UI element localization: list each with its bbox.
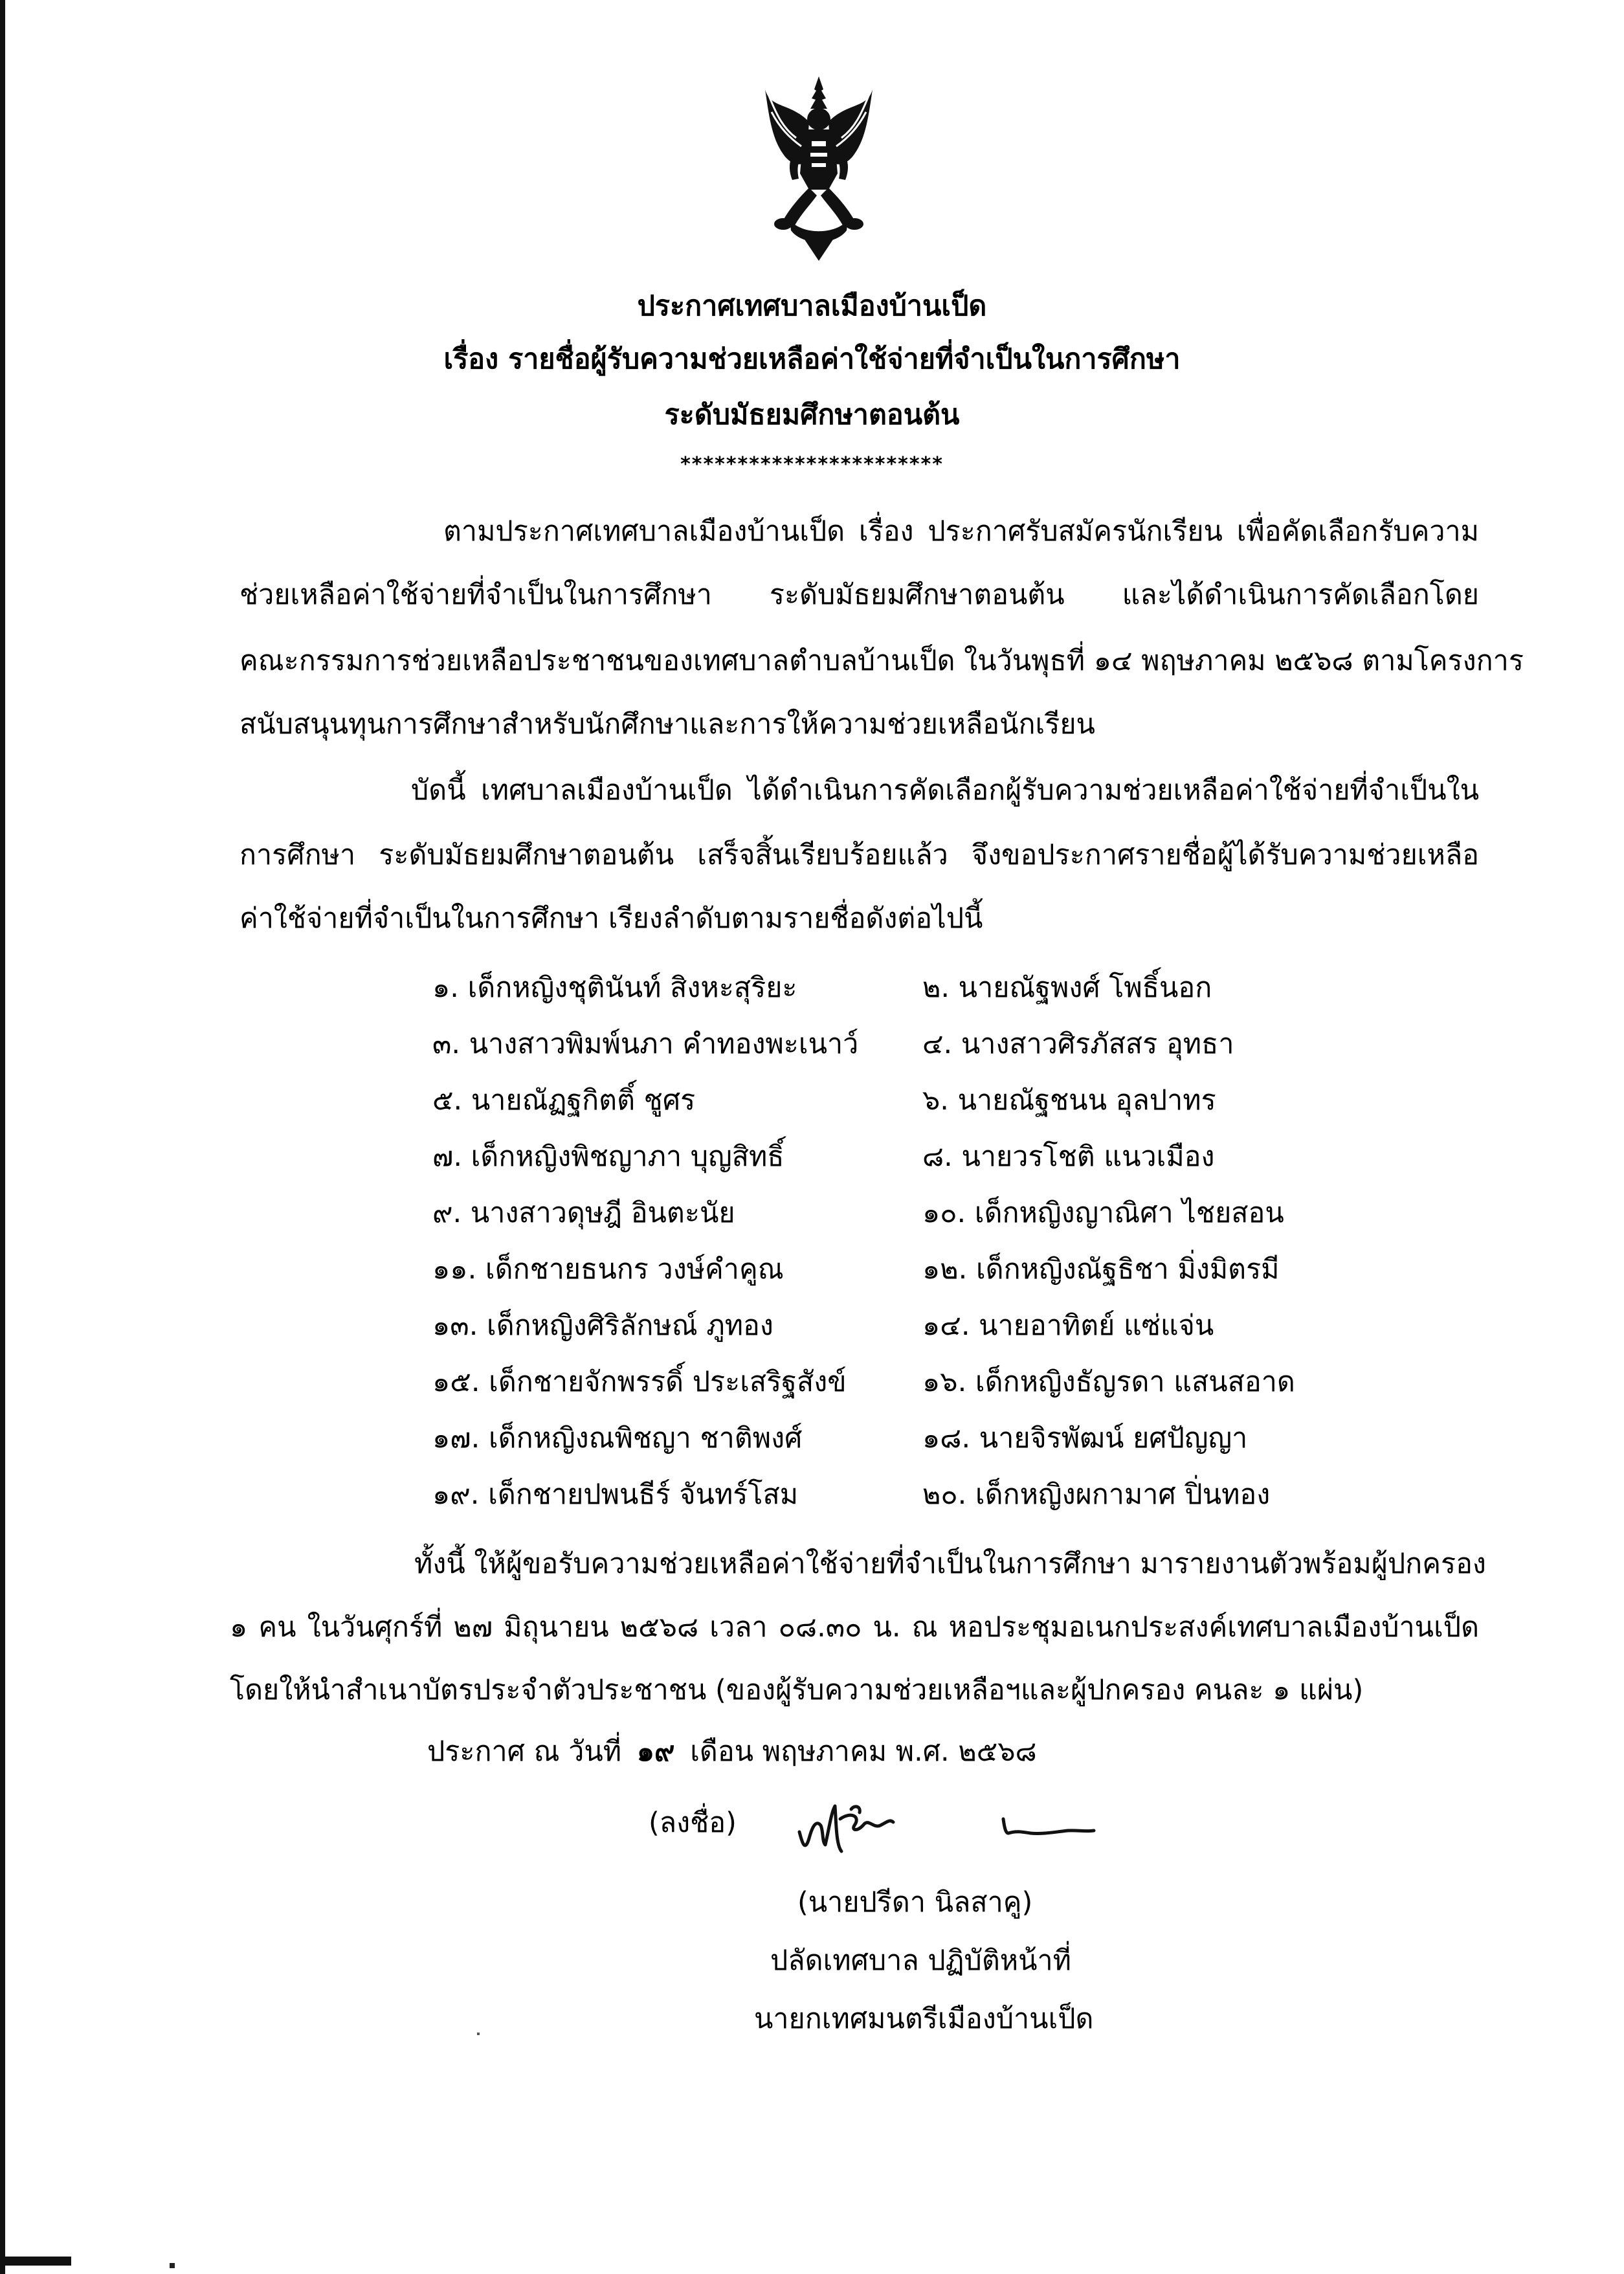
- recipient-item: ๖. นายณัฐชนน อุลปาทร: [922, 1084, 1216, 1117]
- recipient-item: ๑. เด็กหญิงชุตินันท์ สิงหะสุริยะ: [432, 972, 797, 1004]
- recipient-item: ๑๓. เด็กหญิงศิริลักษณ์ ภูทอง: [432, 1310, 773, 1342]
- scan-dot: [170, 2263, 175, 2268]
- signer-name: (นายปรีดา นิลสาคู): [797, 1886, 1033, 1919]
- scan-bottom-mark: [0, 2257, 71, 2266]
- announcement-date: [427, 1735, 1037, 1768]
- recipient-item: ๑๒. เด็กหญิงณัฐธิชา มิ่งมิตรมี: [922, 1253, 1280, 1286]
- para1-line3: คณะกรรมการช่วยเหลือประชาชนของเทศบาลตำบลบ้านเป็ด ในวันพุธที่ ๑๔ พฤษภาคม ๒๕๖๘ ตามโครงการ: [239, 645, 1524, 677]
- para2-line2: การศึกษา ระดับมัธยมศึกษาตอนต้น เสร็จสิ้นเรียบร้อยแล้ว จึงขอประกาศรายชื่อผู้ได้รับความช่วยเหลือ: [239, 839, 1479, 871]
- date-day: ๑๙: [636, 1735, 675, 1768]
- recipient-item: ๑๑. เด็กชายธนกร วงษ์คำคูณ: [432, 1253, 784, 1286]
- scan-speck: [477, 2033, 480, 2035]
- para3-line2: ๑ คน ในวันศุกร์ที่ ๒๗ มิถุนายน ๒๕๖๘ เวลา ๐๘.๓๐ น. ณ หอประชุมอเนกประสงค์เทศบาลเมืองบ้านเป็ด: [230, 1611, 1479, 1644]
- date-prefix: ประกาศ ณ วันที่: [427, 1735, 622, 1768]
- para2-line1: บัดนี้ เทศบาลเมืองบ้านเป็ด ได้ดำเนินการคัดเลือกผู้รับความช่วยเหลือค่าใช้จ่ายที่จำเป็นใน: [411, 774, 1479, 807]
- announcement-title: ประกาศเทศบาลเมืองบ้านเป็ด: [637, 290, 987, 322]
- recipient-item: ๔. นางสาวศิรภัสสร อุทธา: [922, 1028, 1234, 1060]
- announcement-level: ระดับมัธยมศึกษาตอนต้น: [664, 399, 960, 431]
- para1-line2: ช่วยเหลือค่าใช้จ่ายที่จำเป็นในการศึกษา ระดับมัธยมศึกษาตอนต้น และได้ดำเนินการคัดเลือกโดย: [239, 579, 1479, 611]
- para2-line3: ค่าใช้จ่ายที่จำเป็นในการศึกษา เรียงลำดับตามรายชื่อดังต่อไปนี้: [239, 902, 983, 935]
- recipient-item: ๑๘. นายจิรพัฒน์ ยศปัญญา: [922, 1422, 1248, 1455]
- signer-acting-title: นายกเทศมนตรีเมืองบ้านเป็ด: [754, 2003, 1094, 2035]
- recipient-item: ๓. นางสาวพิมพ์นภา คำทองพะเนาว์: [432, 1028, 859, 1060]
- recipient-item: ๙. นางสาวดุษฎี อินตะนัย: [432, 1197, 735, 1229]
- recipient-item: ๑๗. เด็กหญิงณพิชญา ชาติพงศ์: [432, 1422, 803, 1455]
- para3-line1: ทั้งนี้ ให้ผู้ขอรับความช่วยเหลือค่าใช้จ่ายที่จำเป็นในการศึกษา มารายงานตัวพร้อมผู้ปกครอง: [414, 1548, 1486, 1580]
- recipient-item: ๕. นายณัฏฐกิตติ์ ชูศร: [432, 1084, 696, 1117]
- recipient-item: ๑๔. นายอาทิตย์ แซ่แจ่น: [922, 1310, 1214, 1342]
- garuda-emblem-icon: [764, 76, 874, 261]
- recipient-item: ๘. นายวรโชติ แนวเมือง: [922, 1141, 1215, 1173]
- announcement-subject: เรื่อง รายชื่อผู้รับความช่วยเหลือค่าใช้จ่ายที่จำเป็นในการศึกษา: [443, 343, 1181, 375]
- handwritten-signature-icon: [790, 1793, 1113, 1864]
- recipient-item: ๗. เด็กหญิงพิชญาภา บุญสิทธิ์: [432, 1141, 784, 1173]
- recipient-item: ๑๕. เด็กชายจักพรรดิ์ ประเสริฐสังข์: [432, 1366, 847, 1398]
- signer-position: ปลัดเทศบาล ปฏิบัติหน้าที่: [770, 1945, 1071, 1977]
- recipient-item: ๑๙. เด็กชายปพนธีร์ จันทร์โสม: [432, 1478, 799, 1511]
- date-suffix: เดือน พฤษภาคม พ.ศ. ๒๕๖๘: [690, 1735, 1037, 1768]
- para1-line1: ตามประกาศเทศบาลเมืองบ้านเป็ด เรื่อง ประกาศรับสมัครนักเรียน เพื่อคัดเลือกรับความ: [443, 515, 1479, 548]
- para3-line3: โดยให้นำสำเนาบัตรประจำตัวประชาชน (ของผู้รับความช่วยเหลือฯและผู้ปกครอง คนละ ๑ แผ่น): [230, 1674, 1364, 1706]
- recipient-item: ๒๐. เด็กหญิงผกามาศ ปิ่นทอง: [922, 1478, 1271, 1511]
- para1-line4: สนับสนุนทุนการศึกษาสำหรับนักศึกษาและการให้ความช่วยเหลือนักเรียน: [239, 708, 1095, 741]
- recipient-item: ๑๖. เด็กหญิงธัญรดา แสนสอาด: [922, 1366, 1295, 1398]
- signature-label: (ลงชื่อ): [649, 1807, 737, 1839]
- recipient-item: ๑๐. เด็กหญิงญาณิศา ไชยสอน: [922, 1197, 1284, 1229]
- header-separator: ***********************: [680, 453, 944, 476]
- recipient-item: ๒. นายณัฐพงศ์ โพธิ์นอก: [922, 972, 1212, 1004]
